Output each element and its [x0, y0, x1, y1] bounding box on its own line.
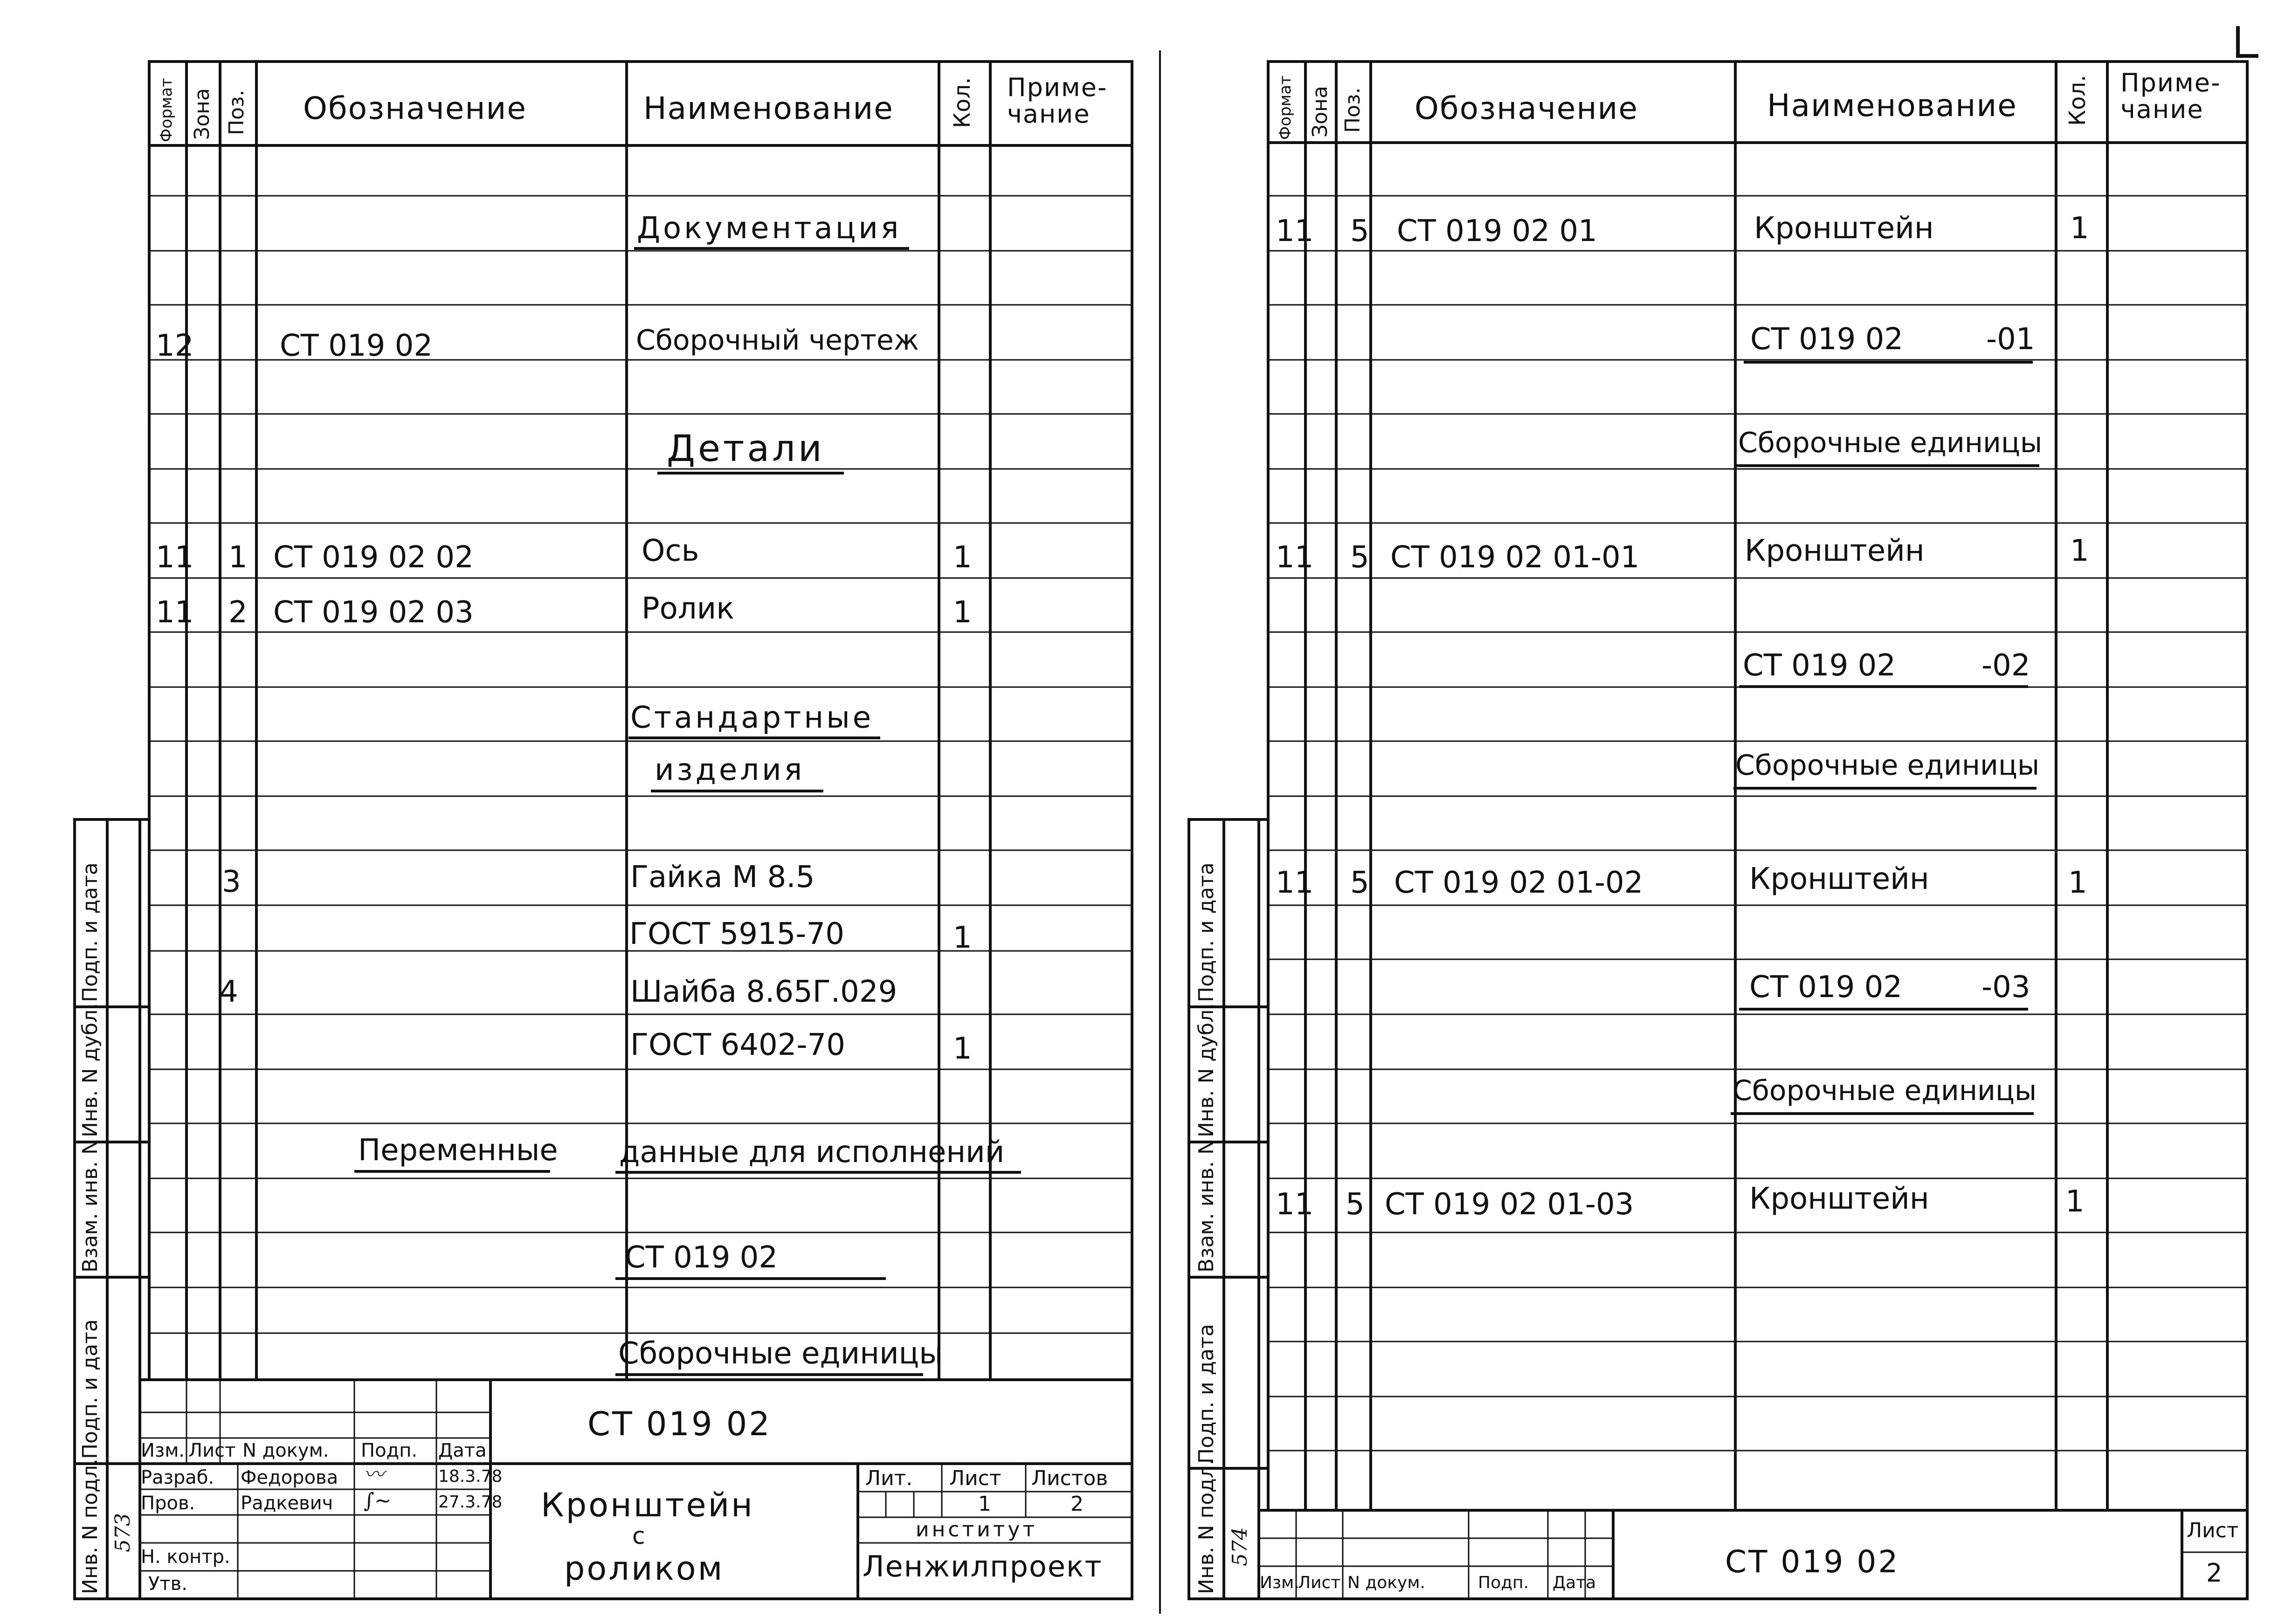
row-format: 11	[156, 540, 194, 575]
row-name: Кронштейн	[1745, 534, 1925, 568]
row-name: Кронштейн	[1754, 211, 1934, 246]
header-zone: Зона	[190, 88, 214, 140]
variant-suffix: -01	[1986, 322, 2035, 357]
section-parts: Детали	[667, 428, 825, 470]
section-underline	[1736, 464, 2039, 467]
row-pos: 5	[1346, 1187, 1365, 1222]
tb-role-appr: Утв.	[148, 1573, 187, 1595]
side-label-mut-inv: Взам. инв. N	[1194, 1139, 1218, 1273]
tb-lit: Лит.	[865, 1466, 913, 1490]
row-designation: СТ 019 02 01-02	[1394, 866, 1643, 900]
tb-col-doc: N докум.	[242, 1440, 329, 1461]
side-label-orig-inv: Инв. N подл.	[78, 1459, 102, 1594]
side-label-dup-inv: Инв. N дубл.	[1194, 1003, 1218, 1137]
header-format: Формат	[157, 78, 176, 142]
tb-col-sheet: Лист	[188, 1440, 236, 1461]
tb-sheet-value: 1	[978, 1492, 991, 1516]
row-name: Кронштейн	[1749, 862, 1929, 896]
tb-title-1: Кронштейн	[541, 1486, 754, 1524]
header-format: Формат	[1276, 76, 1295, 140]
tb-sheet: Лист	[949, 1466, 1001, 1490]
row-designation: СТ 019 02	[280, 329, 433, 363]
row-format: 12	[156, 329, 194, 363]
row-name: Гайка М 8.5	[630, 860, 815, 895]
section-assembly-units: Сборочные единицы	[1735, 749, 2040, 782]
tb-role-check: Пров.	[141, 1493, 195, 1514]
variant-designation: СТ 019 02	[625, 1240, 778, 1275]
row-qty: 1	[953, 1032, 972, 1066]
section-underline	[1739, 1008, 2028, 1011]
section-standard: Стандартные	[630, 701, 874, 735]
tb-col-sheet: Лист	[1298, 1573, 1341, 1592]
tb-role-nctrl: Н. контр.	[141, 1546, 230, 1568]
variant-suffix: -02	[1981, 648, 2030, 683]
section-variable: Переменные	[358, 1133, 558, 1168]
header-designation: Обозначение	[1415, 90, 1638, 126]
row-format: 11	[1276, 214, 1314, 248]
row-pos: 5	[1350, 540, 1369, 575]
variant-suffix: -03	[1981, 970, 2030, 1005]
side-label-sign-date: Подп. и дата	[78, 862, 102, 1002]
section-underline	[1733, 787, 2036, 790]
tb-name-dev: Федорова	[241, 1467, 338, 1488]
tb-col-doc: N докум.	[1347, 1573, 1425, 1592]
tb-sheets: Листов	[1031, 1466, 1108, 1490]
side-label-sign-date: Подп. и дата	[1194, 862, 1218, 1002]
row-designation: СТ 019 02 01-03	[1385, 1187, 1634, 1222]
header-designation: Обозначение	[303, 90, 527, 126]
side-label-sign-date-2: Подп. и дата	[78, 1319, 102, 1459]
variant-designation: СТ 019 02	[1749, 970, 1903, 1005]
row-format: 11	[1276, 540, 1314, 575]
tb-signature-dev: 〰	[364, 1463, 384, 1486]
row-format: 11	[1276, 1187, 1314, 1222]
tb-date-dev: 18.3.78	[438, 1467, 503, 1486]
row-format: 11	[1276, 866, 1314, 900]
row-name: Кронштейн	[1749, 1182, 1929, 1216]
section-assembly-units: Сборочные единицы	[1738, 427, 2043, 459]
header-name: Наименование	[1767, 88, 2017, 124]
header-pos: Поз.	[225, 89, 249, 135]
tb-col-change: Изм.	[141, 1440, 185, 1461]
tb-col-sign: Подп.	[1478, 1573, 1529, 1592]
section-documentation: Документация	[637, 211, 902, 246]
section-underline	[1731, 1112, 2034, 1115]
row-name: Ролик	[642, 592, 734, 626]
side-label-mut-inv: Взам. инв. N	[78, 1139, 102, 1273]
variant-designation: СТ 019 02	[1750, 322, 1904, 357]
title-doc-number: СТ 019 02	[1725, 1544, 1900, 1580]
header-pos: Поз.	[1341, 87, 1365, 133]
row-pos: 5	[1350, 214, 1369, 248]
side-label-dup-inv: Инв. N дубл.	[78, 1003, 102, 1137]
row-name-std: ГОСТ 5915-70	[629, 917, 844, 951]
side-label-sign-date-2: Подп. и дата	[1194, 1324, 1218, 1464]
tb-col-date: Дата	[1553, 1573, 1596, 1592]
variant-designation: СТ 019 02	[1743, 648, 1896, 683]
tb-date-check: 27.3.78	[438, 1493, 503, 1512]
tb-sheets-value: 2	[1070, 1492, 1084, 1516]
row-qty: 1	[953, 540, 972, 575]
row-designation: СТ 019 02 02	[273, 540, 474, 575]
side-value-orig-inv: 573	[111, 1513, 135, 1552]
header-qty: Кол.	[949, 77, 975, 128]
tb-col-change: Изм.	[1260, 1573, 1299, 1592]
row-format: 11	[156, 595, 194, 630]
side-value-orig-inv: 574	[1228, 1527, 1252, 1566]
title-doc-number: СТ 019 02	[587, 1405, 772, 1443]
row-qty: 1	[2070, 534, 2089, 568]
row-pos: 3	[222, 865, 241, 899]
tb-title-2: с	[632, 1522, 647, 1549]
row-qty: 1	[953, 921, 972, 955]
tb-sheet: Лист	[2187, 1519, 2239, 1542]
row-qty: 1	[2070, 211, 2089, 246]
section-standard-2: изделия	[655, 753, 805, 787]
row-name-std: ГОСТ 6402-70	[630, 1028, 845, 1062]
tb-col-sign: Подп.	[361, 1440, 418, 1461]
row-pos: 1	[228, 540, 248, 575]
row-pos: 5	[1350, 866, 1369, 900]
tb-title-3: роликом	[564, 1549, 725, 1588]
row-qty: 1	[2068, 866, 2087, 900]
header-note: Приме- чание	[2120, 68, 2221, 124]
row-name: Шайба 8.65Г.029	[630, 975, 897, 1009]
header-qty: Кол.	[2064, 75, 2091, 126]
row-pos: 2	[228, 595, 248, 630]
section-underline	[1739, 685, 2028, 688]
row-pos: 4	[219, 975, 238, 1009]
tb-signature-check: ∫~	[364, 1489, 392, 1513]
tb-col-date: Дата	[438, 1440, 487, 1461]
row-designation: СТ 019 02 01	[1397, 214, 1597, 248]
header-note: Приме- чание	[1007, 73, 1108, 129]
row-qty: 1	[953, 595, 972, 630]
row-designation: СТ 019 02 03	[273, 595, 474, 630]
side-label-orig-inv: Инв. N подл.	[1194, 1459, 1218, 1594]
row-name: Ось	[642, 534, 699, 568]
tb-org-2: Ленжилпроект	[863, 1549, 1103, 1583]
header-zone: Зона	[1308, 86, 1332, 138]
section-underline	[1744, 361, 2033, 364]
tb-org-1: институт	[916, 1518, 1038, 1541]
section-assembly-units: Сборочные единицы	[1733, 1074, 2037, 1107]
row-name: Сборочный чертеж	[636, 324, 919, 357]
tb-sheet-value: 2	[2206, 1558, 2223, 1588]
section-assembly-units: Сборочные единицы	[618, 1336, 943, 1371]
header-name: Наименование	[643, 90, 894, 126]
section-variable-2: данные для исполнений	[619, 1135, 1005, 1170]
tb-name-check: Радкевич	[241, 1493, 333, 1514]
row-qty: 1	[2065, 1184, 2085, 1219]
tb-role-dev: Разраб.	[141, 1467, 214, 1488]
row-designation: СТ 019 02 01-01	[1390, 540, 1640, 575]
